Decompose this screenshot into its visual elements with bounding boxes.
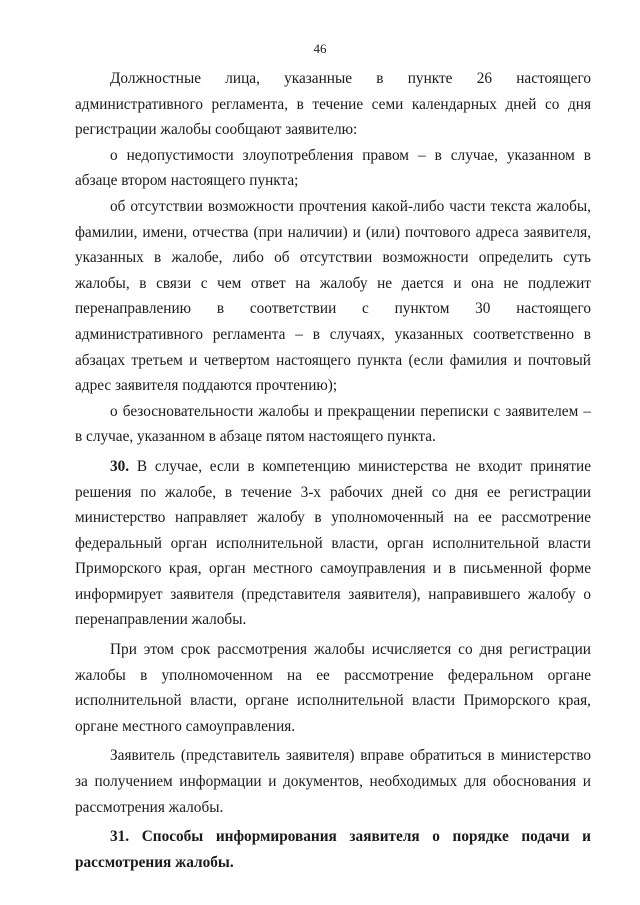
paragraph-unreadable-text: об отсутствии возможности прочтения какой-либо части текста жалобы, фамилии, имени, отчества (при наличии) и (или) почтового адреса заявителя, указанных в жалобе, либо об отсутствии возможности определить суть жалобы, в связи с чем ответ на жалобу не дается и она не подлежит перенаправлению в соответствии с пунктом 30 настоящего административного регламента – в случаях, указанных соответственно в абзацах третьем и четвертом настоящего пункта (если фамилия и почтовый адрес заявителя поддаются прочтению); [75, 197, 591, 395]
section-30-paragraph [75, 454, 591, 633]
paragraph-applicant-right: Заявитель (представитель заявителя) вправе обратиться в министерство за получением информации и документов, необходимых для обоснования и рассмотрения жалобы. [75, 747, 591, 816]
paragraph-officials: Должностные лица, указанные в пункте 26 настоящего административного регламента, в течение семи календарных дней со дня регистрации жалобы сообщают заявителю: [75, 70, 591, 139]
section-31-heading: 31. Способы информирования заявителя о порядке подачи и рассмотрения жалобы. [75, 828, 591, 871]
page-number: 46 [313, 41, 327, 56]
paragraph-groundless-complaint: о безосновательности жалобы и прекращении переписки с заявителем – в случае, указанном в абзаце пятом настоящего пункта. [75, 402, 591, 446]
paragraph-abuse-of-right: о недопустимости злоупотребления правом – в случае, указанном в абзаце втором настоящего пункта; [75, 146, 591, 190]
paragraph-review-period: При этом срок рассмотрения жалобы исчисляется со дня регистрации жалобы в уполномоченном на ее рассмотрение федеральном органе исполнительной власти, органе исполнительной власти Приморского края, органе местного самоуправления. [75, 641, 591, 735]
document-body [75, 66, 591, 875]
section-30-text: В случае, если в компетенцию министерства не входит принятие решения по жалобе, в течение 3-х рабочих дней со дня ее регистрации министерство направляет жалобу в уполномоченный на ее рассмотрение федеральный орган исполнительной власти, орган исполнительной власти Приморского края, орган местного самоуправления и в письменной форме информирует заявителя (представителя заявителя), направившего жалобу о перенаправлении жалобы. [75, 457, 591, 629]
section-30-number: 30. [110, 457, 130, 475]
